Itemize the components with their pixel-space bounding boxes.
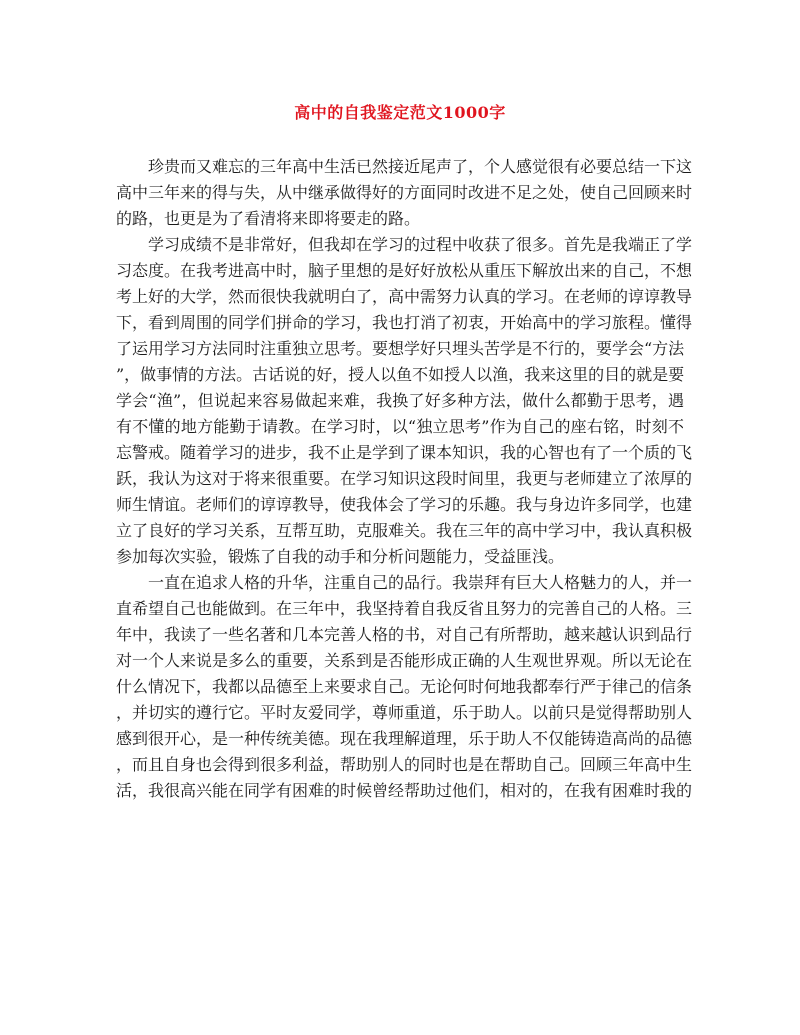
text-line: 跃，我认为这对于将来很重要。在学习知识这段时间里，我更与老师建立了浓厚的 [116, 469, 693, 488]
text-line: 高中三年来的得与失，从中继承做得好的方面同时改进不足之处，使自己回顾来时 [116, 183, 693, 202]
text-line: 年中，我读了一些名著和几本完善人格的书，对自己有所帮助，越来越认识到品行 [116, 625, 693, 644]
document-body [116, 154, 693, 804]
text-line: 学习成绩不是非常好，但我却在学习的过程中收获了很多。首先是我端正了学 [148, 235, 693, 254]
text-line: 学会“渔”，但说起来容易做起来难，我换了好多种方法，做什么都勤于思考，遇 [116, 391, 684, 410]
text-line: 下，看到周围的同学们拼命的学习，我也打消了初衷，开始高中的学习旅程。懂得 [116, 313, 693, 332]
text-line: 有不懂的地方能勤于请教。在学习时，以“独立思考”作为自己的座右铭，时刻不 [116, 417, 684, 436]
paragraph-1 [116, 154, 693, 232]
text-line: 什么情况下，我都以品德至上来要求自己。无论何时何地我都奉行严于律己的信条 [116, 677, 693, 696]
text-line: 忘警戒。随着学习的进步，我不止是学到了课本知识，我的心智也有了一个质的飞 [116, 443, 693, 462]
text-line: 考上好的大学，然而很快我就明白了，高中需努力认真的学习。在老师的谆谆教导 [116, 287, 693, 306]
document-title: 高中的自我鉴定范文1000字 [294, 103, 506, 122]
text-line: 了运用学习方法同时注重独立思考。要想学好只埋头苦学是不行的，要学会“方法 [116, 339, 685, 358]
text-line: 习态度。在我考进高中时，脑子里想的是好好放松从重压下解放出来的自己，不想 [116, 261, 693, 280]
text-line: 对一个人来说是多么的重要，关系到是否能形成正确的人生观世界观。所以无论在 [116, 651, 693, 670]
text-line: 直希望自己也能做到。在三年中，我坚持着自我反省且努力的完善自己的人格。三 [116, 599, 693, 618]
text-line: 的路，也更是为了看清将来即将要走的路。 [116, 209, 421, 228]
text-line: 活，我很高兴能在同学有困难的时候曾经帮助过他们，相对的，在我有困难时我的 [116, 781, 693, 800]
text-line: 师生情谊。老师们的谆谆教导，使我体会了学习的乐趣。我与身边许多同学，也建 [116, 495, 693, 514]
text-line: 珍贵而又难忘的三年高中生活已然接近尾声了，个人感觉很有必要总结一下这 [148, 157, 693, 176]
text-line: 参加每次实验，锻炼了自我的动手和分析问题能力，受益匪浅。 [116, 547, 565, 566]
paragraph-2 [116, 232, 693, 570]
text-line: ，并切实的遵行它。平时友爱同学，尊师重道，乐于助人。以前只是觉得帮助别人 [116, 703, 693, 722]
text-line: 一直在追求人格的升华，注重自己的品行。我崇拜有巨大人格魅力的人，并一 [148, 573, 693, 592]
text-line: ，而且自身也会得到很多利益，帮助别人的同时也是在帮助自己。回顾三年高中生 [116, 755, 693, 774]
paragraph-3 [116, 570, 693, 804]
text-line: 立了良好的学习关系，互帮互助，克服难关。我在三年的高中学习中，我认真积极 [116, 521, 693, 540]
text-line: ”，做事情的方法。古话说的好，授人以鱼不如授人以渔，我来这里的目的就是要 [116, 365, 685, 384]
text-line: 感到很开心，是一种传统美德。现在我理解道理，乐于助人不仅能铸造高尚的品德 [116, 729, 693, 748]
